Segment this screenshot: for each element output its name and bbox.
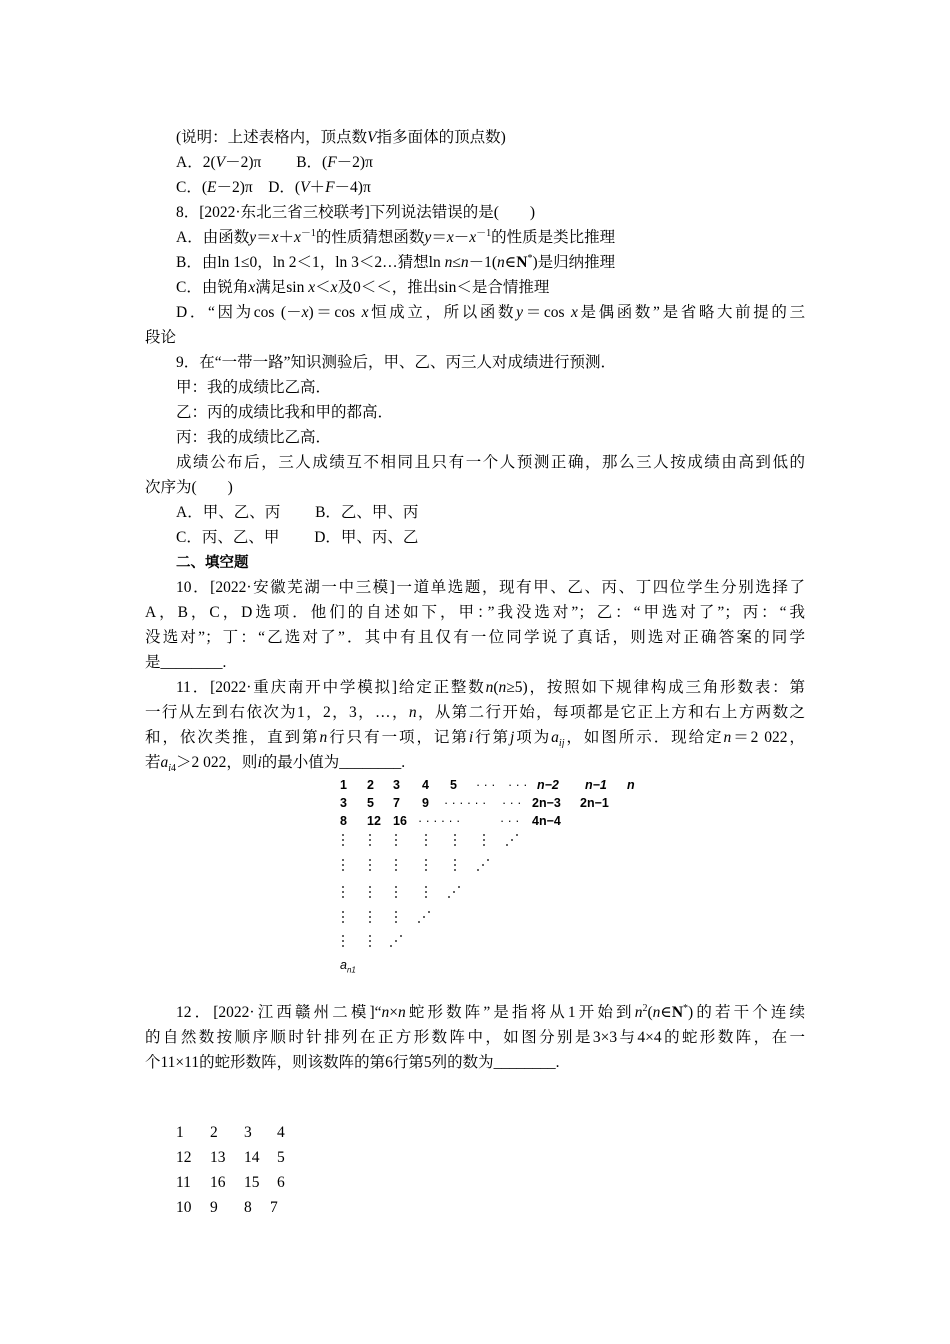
vertical-dots-row [342,935,402,947]
q8-option-a: A．由函数$y=x+x^{-1}$的性质猜想函数$y=x-x^{-1}$的性质是类比推理 [176,227,616,246]
matrix-cell: 9 [210,1199,218,1216]
table-note: (说明：上述表格内，顶点数V指多面体的顶点数) [176,129,506,146]
triangle-cell: 5 [450,778,457,792]
matrix-cell: 11 [176,1174,191,1191]
triangle-cell: 3 [340,796,347,810]
triangle-cell: 8 [340,814,347,828]
q11-line4: 若$a_{i4}>2$ 022，则i的最小值为________. [145,754,406,775]
q8-stem: 8．[2022·东北三省三校联考]下列说法错误的是( ) [176,204,536,221]
q11-line2: 一行从左到右依次为1，2，3，…，n，从第二行开始，每项都是它正上方和右上方两数之 [145,704,805,721]
section-heading-fill-in: 二、填空题 [176,555,249,571]
q8-option-c: C．由锐角x满足sin x＜x及0＜＜，推出sin＜是合情推理 [176,279,550,296]
q7-options-ab: A．2(V－2)π B．(F－2)π [176,154,373,171]
q9-paragraph-line1: 成绩公布后，三人成绩互不相同且只有一个人预测正确，那么三人按成绩由高到低的 [176,454,805,471]
q8-option-d-line2: 段论 [145,329,177,346]
vertical-dots-row [342,859,489,871]
q7-options-cd: C．(E－2)π D．(V＋F－4)π [176,179,371,196]
triangle-cell: 16 [393,814,407,828]
triangle-cell: · · · [476,778,496,792]
matrix-cell: 6 [277,1174,285,1191]
triangle-cell: · · · [508,778,528,792]
q9-options-cd: C．丙、乙、甲 D．甲、丙、乙 [176,529,419,546]
triangle-cell: 12 [367,814,381,828]
triangle-cell: · · · [502,796,522,810]
triangle-cell: 3 [393,778,400,792]
matrix-cell: 8 [244,1199,252,1216]
matrix-cell: 10 [176,1199,192,1216]
triangle-cell: 2 [367,778,374,792]
matrix-cell: 7 [270,1199,278,1216]
q9-options-ab: A．甲、乙、丙 B．乙、甲、丙 [176,504,419,521]
q10-line3: 没选对”；丁：“乙选对了”．其中有且仅有一位同学说了真话，则选对正确答案的同学 [145,629,805,646]
triangle-cell: 4 [422,778,429,792]
vertical-dots-row [342,886,460,898]
triangle-cell: 7 [393,796,400,810]
q11-line3: 和，依次类推，直到第n行只有一项，记第i行第j项为$a_{ij}$，如图所示．现给定n＝2 022， [145,729,805,748]
q9-statement-yi: 乙：丙的成绩比我和甲的都高． [176,404,394,421]
q10-line4: 是________. [145,654,227,671]
vertical-dots-row [342,834,518,846]
triangle-cell: 5 [367,796,374,810]
q12-line3: 个11×11的蛇形数阵，则该数阵的第6行第5列的数为________. [145,1054,560,1071]
triangle-cell: 1 [340,778,347,792]
q10-line1: 10．[2022·安徽芜湖一中三模]一道单选题，现有甲、乙、丙、丁四位学生分别选择了 [176,579,805,596]
matrix-cell: 3 [244,1124,252,1141]
triangle-cell: n [627,778,635,792]
triangle-cell: · · · · · · [418,814,461,828]
q9-statement-jia: 甲：我的成绩比乙高． [176,379,332,396]
triangle-cell: · · · · · · [444,796,487,810]
matrix-cell: 14 [244,1149,260,1166]
q12-line2: 的自然数按顺序顺时针排列在正方形数阵中，如图分别是3×3与4×4的蛇形数阵，在一 [145,1029,805,1046]
vertical-dots-row [342,911,430,923]
q9-stem: 9．在“一带一路”知识测验后，甲、乙、丙三人对成绩进行预测． [176,354,617,371]
triangle-cell: n−1 [585,778,607,792]
matrix-cell: 13 [210,1149,226,1166]
q11-line1: 11．[2022·重庆南开中学模拟]给定正整数n(n≥5)，按照如下规律构成三角形数表：第 [176,679,805,696]
matrix-cell: 15 [244,1174,260,1191]
q12-line1: 12．[2022·江西赣州二模]“n×n蛇形数阵”是指将从1开始到$n^2(n\in N^*)$的若干个连续 [176,1003,805,1021]
matrix-cell: 2 [210,1124,218,1141]
q9-paragraph-line2: 次序为( ) [145,479,233,496]
triangle-cell: 9 [422,796,429,810]
q9-statement-bing: 丙：我的成绩比乙高． [176,429,332,446]
triangle-cell: 4n−4 [532,814,561,828]
q10-line2: A，B，C，D选项．他们的自述如下，甲：”我没选对”；乙：“甲选对了”；丙：“我 [145,604,805,621]
triangle-cell: n−2 [537,778,559,792]
matrix-cell: 1 [176,1124,184,1141]
matrix-cell: 5 [277,1149,285,1166]
triangle-ellipsis-dots [335,832,525,952]
matrix-cell: 4 [277,1124,285,1141]
triangle-cell: 2n−3 [532,796,561,810]
q8-option-d-line1: D．“因为cos (－x)＝cos x恒成立，所以函数y＝cos x是偶函数”是省略大前提的三 [176,304,805,321]
triangle-cell: · · · [500,814,520,828]
matrix-cell: 16 [210,1174,226,1191]
triangle-cell: 2n−1 [580,796,609,810]
matrix-cell: 12 [176,1149,192,1166]
q8-option-b: B．由ln 1≤0，ln 2＜1，ln 3＜2…猜想ln n≤n－1(n∈N*)是归纳推理 [176,252,616,271]
triangle-last-term: $a_{n1}$ [340,958,356,975]
